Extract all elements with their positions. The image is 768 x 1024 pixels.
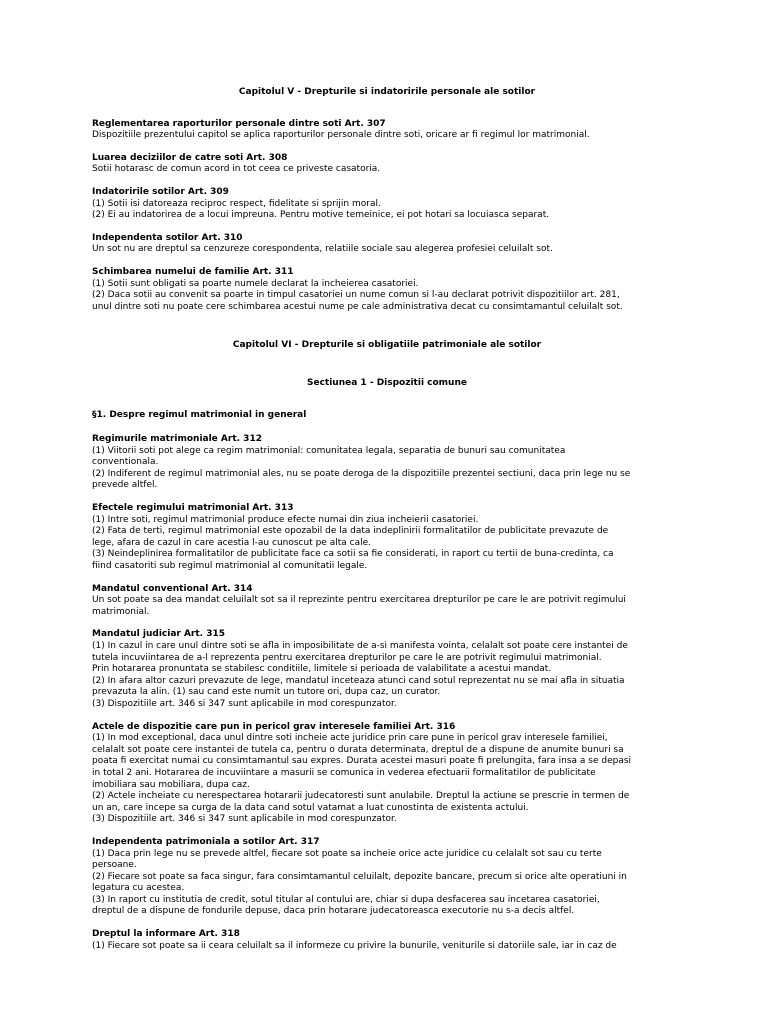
article-text-line: celalalt sot poate cere instantei de tutela ca, pentru o durata determinata, dreptul de a dispune de anumite bunuri sa xyxy=(92,744,624,755)
article-311 xyxy=(92,267,682,313)
article-text-line: (3) In raport cu institutia de credit, sotul titular al contului are, chiar si dupa desfacerea sau incetarea casatoriei, xyxy=(92,894,600,905)
article-316 xyxy=(92,722,682,826)
article-title: Reglementarea raporturilor personale dintre soti Art. 307 xyxy=(92,118,386,129)
article-318 xyxy=(92,929,682,952)
article-text-line: (1) Sotii sunt obligati sa poarte numele declarat la incheierea casatoriei. xyxy=(92,278,419,289)
article-title: Schimbarea numelui de familie Art. 311 xyxy=(92,266,294,277)
article-310 xyxy=(92,233,682,256)
article-text-line: (1) In cazul in care unul dintre soti se afla in imposibilitate de a-si manifesta vointa, celalalt sot poate cere instantei de xyxy=(92,641,628,651)
article-text-line: (2) Actele incheiate cu nerespectarea hotararii judecatoresti sunt anulabile. Dreptul la actiune se prescrie in termen de xyxy=(92,791,630,802)
article-text-line: (2) Fata de terti, regimul matrimonial este opozabil de la data indeplinirii formalitatilor de publicitate prevazute de xyxy=(92,526,609,537)
article-text-line: (2) Ei au indatorirea de a locui impreuna. Pentru motive temeinice, ei pot hotari sa locuiasca separat. xyxy=(92,210,550,221)
article-text-line: (3) Dispozitiile art. 346 si 347 sunt aplicabile in mod corespunzator. xyxy=(92,814,397,825)
article-315 xyxy=(92,629,682,710)
article-title: Dreptul la informare Art. 318 xyxy=(92,929,240,940)
article-text-line: prevede altfel. xyxy=(92,480,158,491)
article-title: Regimurile matrimoniale Art. 312 xyxy=(92,434,262,445)
article-text-line: imobiliara sau mobiliara, dupa caz. xyxy=(92,779,250,790)
article-text-line: matrimonial. xyxy=(92,606,150,617)
article-text-line: (1) Daca prin lege nu se prevede altfel, fiecare sot poate sa incheie orice acte juridice cu celalalt sot sau cu terte xyxy=(92,848,602,859)
article-text-line: tutela incuviintarea de a-l reprezenta pentru exercitarea drepturilor pe care le are potrivit regimului matrimonial. xyxy=(92,652,602,663)
article-text-line: lege, afara de cazul in care acestia l-au cunoscut pe alta cale. xyxy=(92,537,371,548)
article-text-line: prevazuta la alin. (1) sau cand este numit un tutore ori, dupa caz, un curator. xyxy=(92,687,441,698)
article-307 xyxy=(92,119,682,142)
article-text-line: conventionala. xyxy=(92,457,159,468)
article-title: Independenta sotilor Art. 310 xyxy=(92,232,243,243)
article-text-line: (1) Fiecare sot poate sa ii ceara celuilalt sa il informeze cu privire la bunurile, veniturile si datoriile sale, iar in caz de xyxy=(92,940,617,951)
article-title: Actele de dispozitie care pun in pericol grav interesele familiei Art. 316 xyxy=(92,721,456,732)
article-text-line: fiind casatoriti sub regimul matrimonial al comunitatii legale. xyxy=(92,561,368,572)
article-317 xyxy=(92,837,682,918)
article-text-line: (2) In afara altor cazuri prevazute de lege, mandatul inceteaza atunci cand sotul reprezentat nu se mai afla in situatia xyxy=(92,675,625,686)
article-text-line: Dispozitiile prezentului capitol se aplica raporturilor personale dintre soti, oricare ar fi regimul lor matrimonial. xyxy=(92,130,590,141)
chapter-5-articles xyxy=(92,119,682,314)
article-314 xyxy=(92,584,682,619)
article-312 xyxy=(92,434,682,492)
document-page xyxy=(92,87,682,952)
article-title: Luarea deciziilor de catre soti Art. 308 xyxy=(92,152,288,163)
article-text-line: Sotii hotarasc de comun acord in tot ceea ce priveste casatoria. xyxy=(92,164,381,175)
article-title: Independenta patrimoniala a sotilor Art. 317 xyxy=(92,836,320,847)
article-text-line: (2) Fiecare sot poate sa faca singur, fara consimtamantul celuilalt, depozite bancare, precum si orice alte operatiuni in xyxy=(92,871,627,882)
article-text-line: un an, care incepe sa curga de la data cand sotul vatamat a luat cunostinta de existenta actului. xyxy=(92,802,529,813)
article-text-line: Prin hotararea pronuntata se stabilesc conditiile, limitele si perioada de valabilitate a acestui mandat. xyxy=(92,664,552,675)
article-text-line: (3) Neindeplinirea formalitatilor de publicitate face ca sotii sa fie considerati, in raport cu tertii de buna-credinta, ca xyxy=(92,549,614,560)
article-text-line: poata fi exercitat numai cu consimtamantul sau expres. Durata acestei masuri poate fi prelungita, fara insa a se depasi xyxy=(92,756,632,767)
article-313 xyxy=(92,503,682,573)
chapter-6-title: Capitolul VI - Drepturile si obligatiile patrimoniale ale sotilor xyxy=(232,340,542,351)
article-text-line: in total 2 ani. Hotararea de incuviintare a masurii se comunica in vederea efectuarii formalitatilor de publicitate xyxy=(92,767,596,778)
article-text-line: (1) In mod exceptional, daca unul dintre soti incheie acte juridice prin care pune in pericol grav interesele familiei, xyxy=(92,733,608,744)
article-title: Mandatul conventional Art. 314 xyxy=(92,583,253,594)
article-text-line: legatura cu acestea. xyxy=(92,883,185,894)
chapter-5-title: Capitolul V - Drepturile si indatoririle personale ale sotilor xyxy=(238,87,536,97)
article-309 xyxy=(92,187,682,222)
article-text-line: dreptul de a dispune de fondurile depuse, daca prin hotarare judecatoreasca executorie nu s-a decis altfel. xyxy=(92,906,575,917)
article-text-line: (1) Sotii isi datoreaza reciproc respect, fidelitate si sprijin moral. xyxy=(92,198,381,209)
article-title: Efectele regimului matrimonial Art. 313 xyxy=(92,503,294,514)
article-text-line: (3) Dispozitiile art. 346 si 347 sunt aplicabile in mod corespunzator. xyxy=(92,698,397,709)
article-text-line: (2) Daca sotii au convenit sa poarte in timpul casatoriei un nume comun si l-au declarat potrivit dispozitiilor art. 281, xyxy=(92,290,620,301)
article-text-line: persoane. xyxy=(92,860,137,871)
article-text-line: unul dintre soti nu poate cere schimbarea acestui nume pe cale administrativa decat cu consimtamantul celuilalt sot. xyxy=(92,301,623,312)
article-text-line: Un sot poate sa dea mandat celuilalt sot sa il reprezinte pentru exercitarea drepturilor pe care le are potrivit regimului xyxy=(92,595,626,606)
article-text-line: (2) Indiferent de regimul matrimonial ales, nu se poate deroga de la dispozitiile prezentei sectiuni, daca prin lege nu se xyxy=(92,468,631,479)
article-text-line: (1) Viitorii soti pot alege ca regim matrimonial: comunitatea legala, separatia de bunuri sau comunitatea xyxy=(92,445,566,456)
article-text-line: (1) Intre soti, regimul matrimonial produce efecte numai din ziua incheierii casatoriei. xyxy=(92,514,479,525)
subsection-title: §1. Despre regimul matrimonial in general xyxy=(92,409,307,420)
article-text-line: Un sot nu are dreptul sa cenzureze corespondenta, relatiile sociale sau alegerea profesiei celuilalt sot. xyxy=(92,244,553,255)
article-308 xyxy=(92,153,682,176)
article-title: Mandatul judiciar Art. 315 xyxy=(92,629,226,640)
chapter-6-articles xyxy=(92,434,682,952)
section-1-title: Sectiunea 1 - Dispozitii comune xyxy=(307,377,467,388)
article-title: Indatoririle sotilor Art. 309 xyxy=(92,186,229,197)
